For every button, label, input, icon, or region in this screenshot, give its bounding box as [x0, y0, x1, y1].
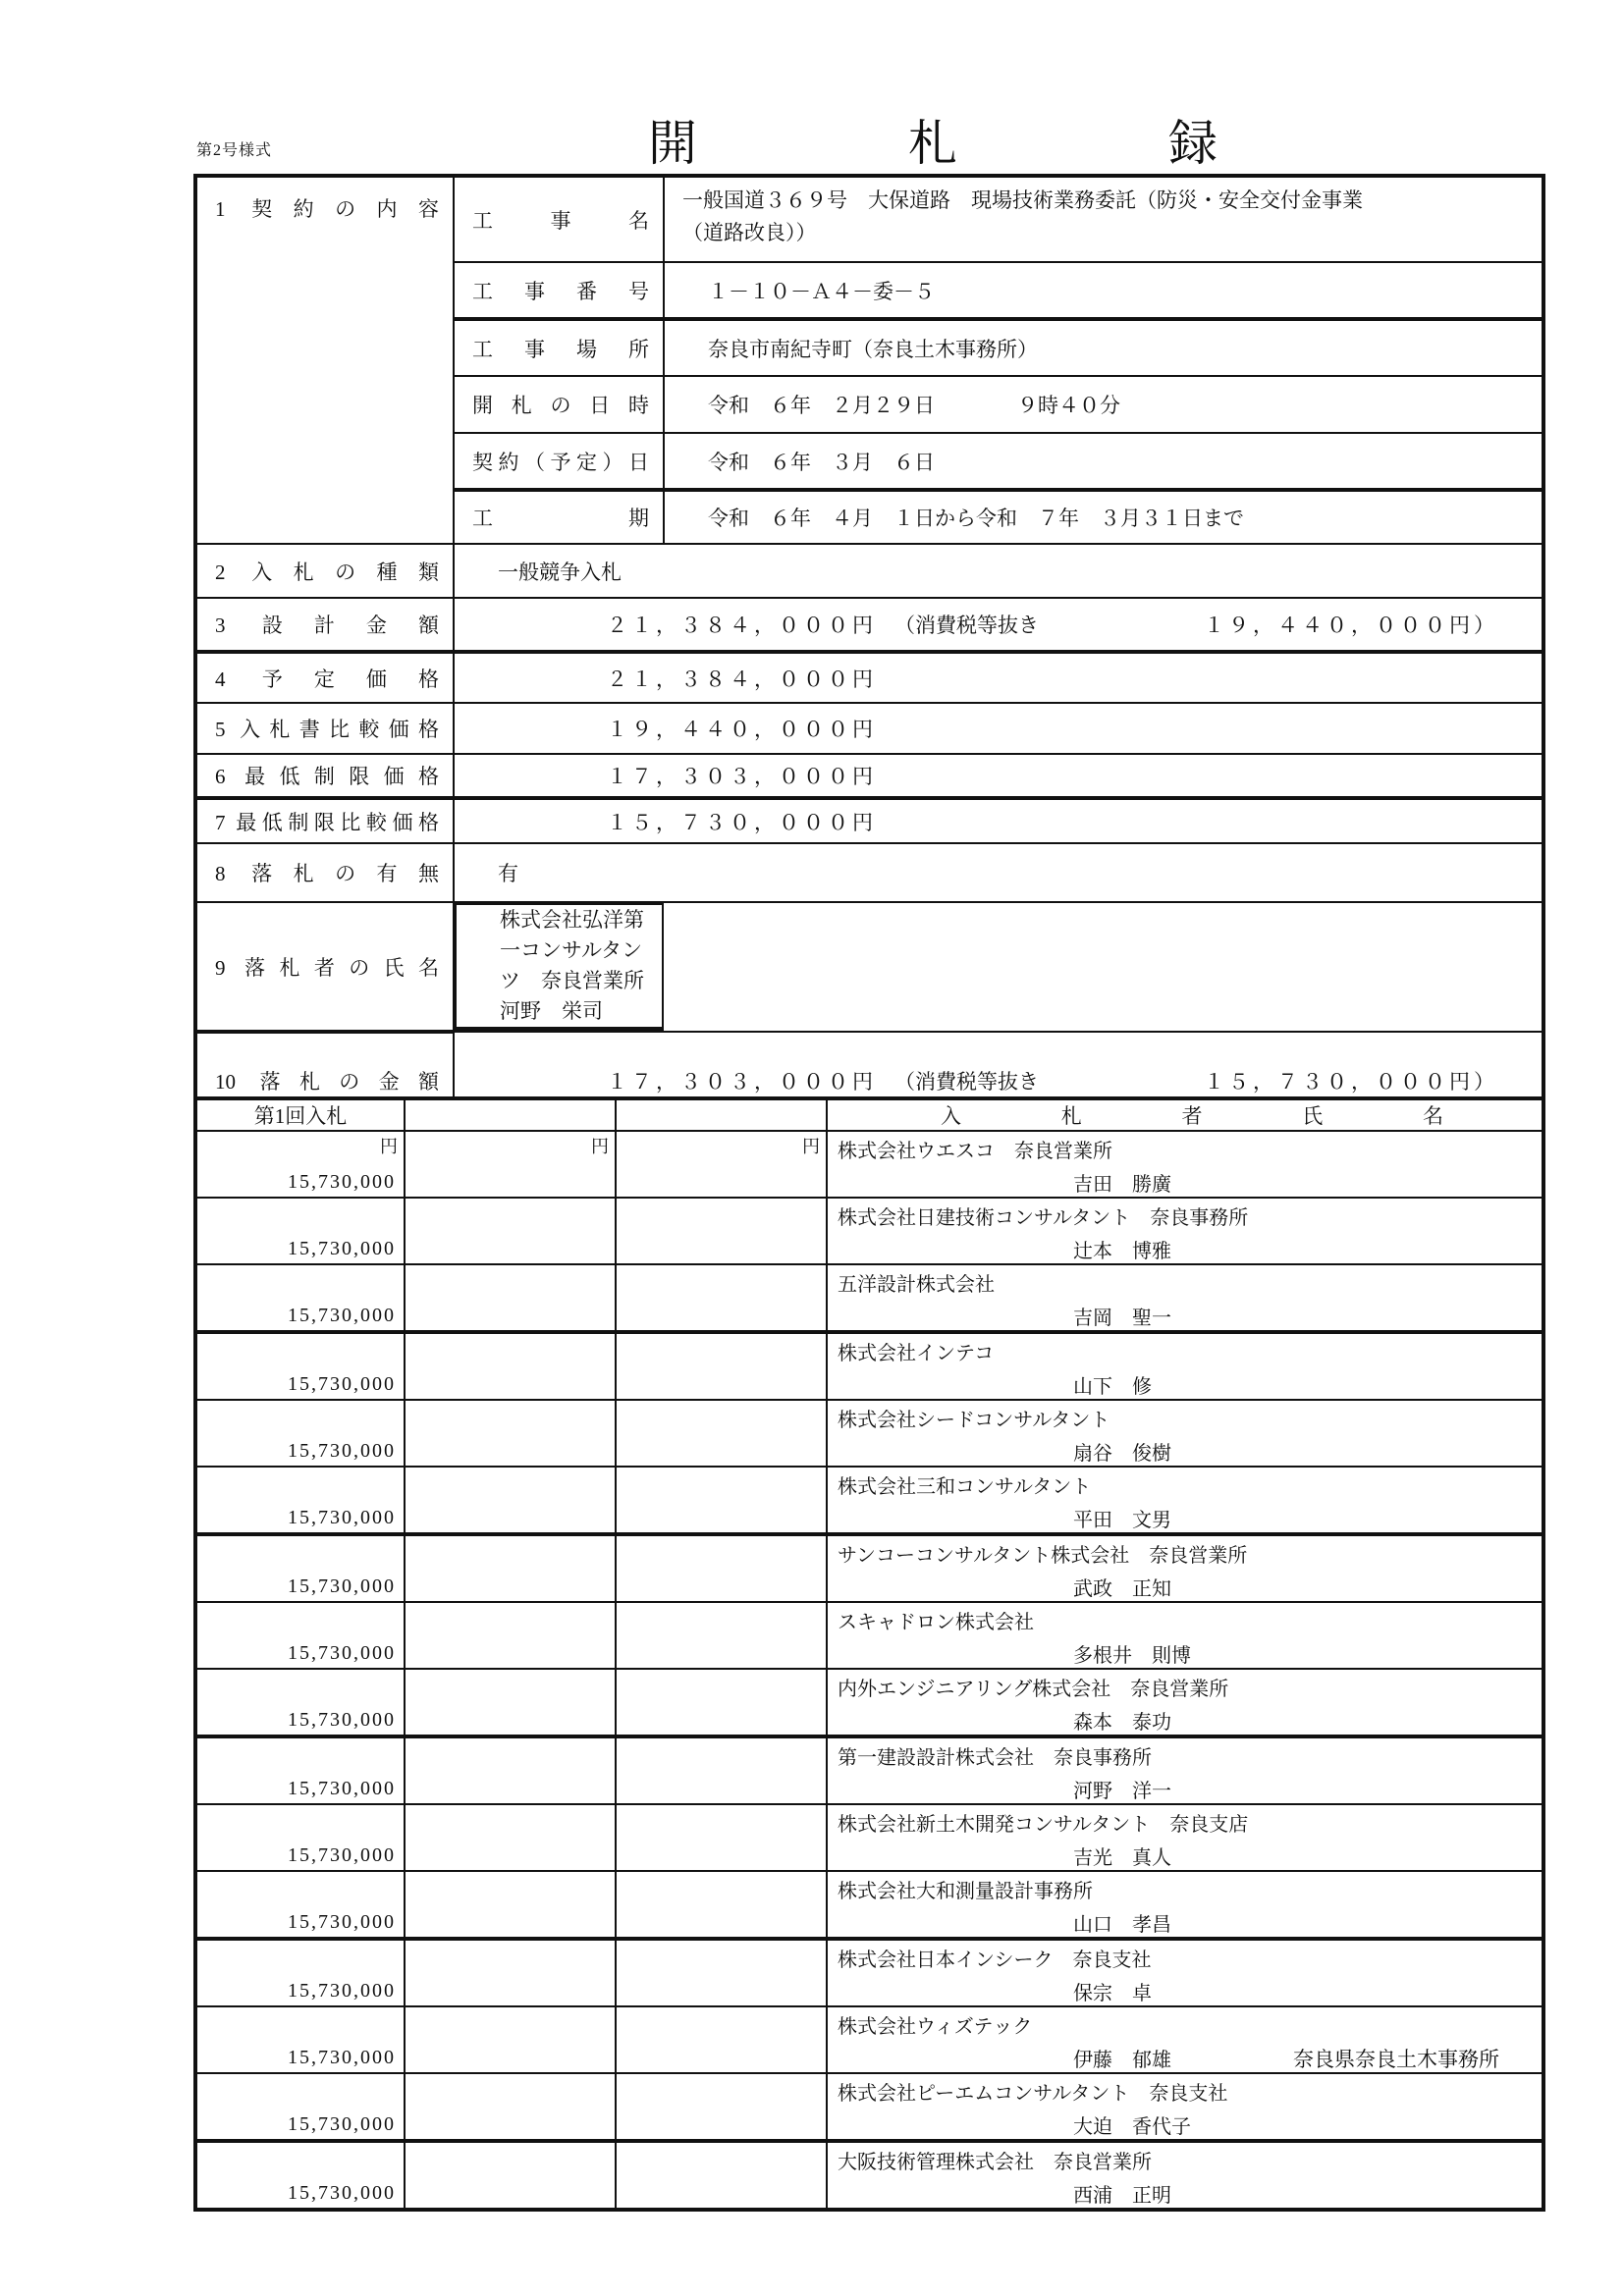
company-name: 株式会社日本インシーク 奈良支社 — [838, 1949, 1152, 1971]
company-name: 株式会社ウィズテック — [838, 2016, 1033, 2038]
person-name: 河野 洋一 — [1073, 1781, 1171, 1802]
work-place-label: 工事場所 — [472, 337, 649, 361]
winner-person: 河野 栄司 — [500, 999, 603, 1023]
bid-row — [195, 1534, 1543, 1602]
bidder-cell — [827, 1939, 1543, 2006]
value-cell — [454, 798, 1543, 843]
label-cell — [195, 598, 454, 652]
company-name: 株式会社大和測量設計事務所 — [838, 1881, 1093, 1902]
bid-price: 15,730,000 — [288, 1440, 396, 1462]
document-title — [648, 104, 1218, 175]
bidder-cell — [827, 1467, 1543, 1534]
empty-bid-cell — [616, 1198, 827, 1264]
contract-table — [193, 174, 1545, 1132]
bid-price: 15,730,000 — [288, 1171, 396, 1193]
value-cell — [454, 652, 1543, 703]
company-name: スキャドロン株式会社 — [838, 1612, 1034, 1633]
price-cell — [195, 1871, 405, 1939]
award-value: 有 — [454, 843, 1543, 902]
bid-row — [195, 1939, 1543, 2006]
bid-price: 15,730,000 — [288, 2182, 396, 2204]
empty-bid-cell — [405, 2141, 616, 2210]
empty-bid-cell — [616, 1602, 827, 1669]
form-code-label: 第2号様式 — [196, 142, 273, 159]
bidder-cell — [827, 1264, 1543, 1332]
bid-round-header: 第1回入札 — [195, 1098, 405, 1131]
planned-price-amount: ２１，３８４，０００円 — [607, 667, 877, 691]
empty-bid-cell — [616, 1871, 827, 1939]
label-cell — [195, 843, 454, 902]
bidder-name-header-cell — [827, 1098, 1543, 1131]
person-name: 吉岡 聖一 — [1073, 1308, 1171, 1329]
title-char: 札 — [908, 116, 957, 171]
price-cell — [195, 1804, 405, 1871]
empty-bid-cell — [405, 2073, 616, 2141]
bid-price: 15,730,000 — [288, 1507, 396, 1528]
empty-bid-cell — [405, 1467, 616, 1534]
winner-value-cell — [455, 903, 664, 1031]
work-name-label: 工事名 — [472, 208, 649, 233]
empty-bid-cell — [616, 1332, 827, 1400]
empty-bid-cell — [405, 1871, 616, 1939]
bid-price: 15,730,000 — [288, 1238, 396, 1259]
yen-unit-label: 円 — [591, 1137, 609, 1156]
label-cell — [454, 262, 664, 319]
bid-price: 15,730,000 — [288, 1575, 396, 1597]
bid-compare-price-label: 5 入札書比較価格 — [215, 718, 439, 741]
person-name: 保宗 卓 — [1073, 1983, 1152, 2004]
price-cell — [195, 1669, 405, 1736]
footer-office-label: 奈良県奈良土木事務所 — [1293, 2048, 1499, 2071]
empty-bid-cell — [405, 1400, 616, 1467]
price-cell — [195, 1602, 405, 1669]
empty-bid-cell — [405, 1332, 616, 1400]
empty-header-cell — [616, 1098, 827, 1131]
person-name: 西浦 正明 — [1073, 2185, 1171, 2207]
bidder-cell — [827, 1534, 1543, 1602]
bidder-cell — [827, 1669, 1543, 1736]
person-name: 多根井 則博 — [1073, 1645, 1191, 1667]
company-name: サンコーコンサルタント株式会社 奈良営業所 — [838, 1545, 1248, 1567]
bid-row — [195, 1198, 1543, 1264]
design-amount-label: 3 設計金額 — [215, 614, 439, 637]
label-cell — [195, 544, 454, 598]
empty-bid-cell — [405, 1198, 616, 1264]
company-name: 第一建設設計株式会社 奈良事務所 — [838, 1747, 1152, 1769]
work-place-value: 奈良市南紀寺町（奈良土木事務所） — [664, 319, 1543, 376]
price-cell — [195, 1400, 405, 1467]
label-cell — [454, 433, 664, 490]
company-name: 株式会社三和コンサルタント — [838, 1476, 1092, 1498]
contract-row-design-amount — [195, 598, 1543, 652]
empty-bid-cell — [405, 1939, 616, 2006]
company-name: 株式会社インテコ — [838, 1343, 995, 1364]
contract-date-label: 契約（予定）日 — [472, 450, 649, 474]
title-char: 開 — [648, 116, 697, 171]
contract-date-value: 令和 ６年 ３月 ６日 — [664, 433, 1543, 490]
bidder-cell — [827, 1198, 1543, 1264]
min-limit-price-label: 6 最低制限価格 — [215, 765, 439, 788]
bid-row — [195, 1131, 1543, 1198]
empty-bid-cell — [616, 2073, 827, 2141]
bidder-cell — [827, 1871, 1543, 1939]
bid-row — [195, 1332, 1543, 1400]
value-cell — [454, 598, 1543, 652]
label-cell — [195, 754, 454, 798]
section1-label-cell — [195, 176, 454, 544]
design-amount-tax-label: （消費税等抜き — [894, 614, 1039, 637]
bid-price: 15,730,000 — [288, 1911, 396, 1933]
award-label: 8 落札の有無 — [215, 862, 439, 885]
label-cell — [454, 376, 664, 433]
bidder-cell — [827, 1400, 1543, 1467]
empty-bid-cell — [616, 1804, 827, 1871]
person-name: 平田 文男 — [1073, 1510, 1171, 1531]
bid-price: 15,730,000 — [288, 2047, 396, 2068]
section1-label: 1 契約の内容 — [215, 197, 439, 221]
company-name: 株式会社シードコンサルタント — [838, 1410, 1110, 1431]
contract-row-min-limit-price — [195, 754, 1543, 798]
work-period-label: 工期 — [472, 507, 649, 530]
company-name: 内外エンジニアリング株式会社 奈良営業所 — [838, 1679, 1229, 1700]
contract-row-bid-type — [195, 544, 1543, 598]
bid-row — [195, 2073, 1543, 2141]
bid-price: 15,730,000 — [288, 1709, 396, 1731]
work-period-value: 令和 ６年 ４月 １日から令和 ７年 ３月３１日まで — [664, 490, 1543, 544]
company-name: 株式会社日建技術コンサルタント 奈良事務所 — [838, 1207, 1249, 1229]
person-name: 山口 孝昌 — [1073, 1914, 1171, 1936]
bid-row — [195, 1467, 1543, 1534]
award-amount-tax-label: （消費税等抜き — [894, 1069, 1039, 1094]
work-name-line1: 一般国道３６９号 大保道路 現場技術業務委託（防災・安全交付金事業 — [682, 188, 1363, 212]
bidder-cell — [827, 1804, 1543, 1871]
label-cell — [195, 798, 454, 843]
bid-compare-price-amount: １９，４４０，０００円 — [607, 718, 877, 741]
yen-unit-label: 円 — [380, 1137, 398, 1156]
bid-price: 15,730,000 — [288, 1305, 396, 1326]
empty-bid-cell — [405, 1602, 616, 1669]
bid-row — [195, 2141, 1543, 2210]
price-cell — [195, 1939, 405, 2006]
bidder-cell — [827, 2073, 1543, 2141]
award-amount-tax: １５，７３０，０００円） — [1204, 1069, 1498, 1094]
bidder-cell — [827, 2141, 1543, 2210]
contract-row-winner — [195, 902, 1543, 1032]
empty-bid-cell — [616, 1264, 827, 1332]
empty-bid-cell — [616, 2141, 827, 2210]
empty-bid-cell — [616, 1467, 827, 1534]
company-name: 大阪技術管理株式会社 奈良営業所 — [838, 2152, 1152, 2173]
bid-price: 15,730,000 — [288, 1642, 396, 1664]
person-name: 武政 正知 — [1073, 1578, 1171, 1600]
empty-bid-cell — [405, 1534, 616, 1602]
yen-unit-label: 円 — [802, 1137, 820, 1156]
bid-price: 15,730,000 — [288, 1778, 396, 1799]
empty-bid-cell — [405, 1736, 616, 1804]
price-cell — [195, 1264, 405, 1332]
bid-table-header — [195, 1098, 1543, 1131]
empty-bid-cell — [405, 1804, 616, 1871]
person-name: 森本 泰功 — [1073, 1712, 1171, 1734]
award-amount-value — [455, 1066, 1542, 1095]
empty-bid-cell — [405, 1264, 616, 1332]
company-name: 株式会社ピーエムコンサルタント 奈良支社 — [838, 2083, 1228, 2105]
bid-row — [195, 1736, 1543, 1804]
bid-row — [195, 1602, 1543, 1669]
work-no-label: 工事番号 — [472, 279, 649, 303]
award-amount-label: 10 落札の金額 — [215, 1070, 439, 1094]
contract-row-work-name — [195, 176, 1543, 262]
person-name: 扇谷 俊樹 — [1073, 1443, 1171, 1465]
empty-bid-cell — [616, 1939, 827, 2006]
price-cell — [195, 1198, 405, 1264]
price-cell — [195, 2141, 405, 2210]
bid-type-value: 一般競争入札 — [454, 544, 1543, 598]
person-name: 伊藤 郁雄 — [1073, 2050, 1171, 2071]
empty-header-cell — [405, 1098, 616, 1131]
winner-company: 株式会社弘洋第一コンサルタンツ 奈良営業所 — [500, 908, 644, 992]
bidder-cell — [827, 1131, 1543, 1198]
value-cell — [664, 176, 1543, 262]
design-amount-tax: １９，４４０，０００円） — [1204, 614, 1498, 637]
price-cell — [195, 1332, 405, 1400]
person-name: 大迫 香代子 — [1073, 2116, 1191, 2138]
bid-row — [195, 1400, 1543, 1467]
design-amount-value — [455, 610, 1542, 639]
bid-row — [195, 1804, 1543, 1871]
bid-price: 15,730,000 — [288, 1980, 396, 2002]
contract-row-planned-price — [195, 652, 1543, 703]
design-amount: ２１，３８４，０００円 — [607, 614, 877, 637]
bidder-name-header: 入札者氏名 — [941, 1104, 1443, 1128]
work-no-value: １－１０－Ａ４－委－５ — [664, 262, 1543, 319]
bid-price: 15,730,000 — [288, 2113, 396, 2135]
price-cell — [195, 1534, 405, 1602]
label-cell — [454, 176, 664, 262]
contract-row-bid-compare-price — [195, 703, 1543, 754]
open-date-label: 開札の日時 — [472, 394, 649, 417]
bid-row — [195, 1871, 1543, 1939]
company-name: 株式会社新土木開発コンサルタント 奈良支店 — [838, 1814, 1249, 1836]
bid-price: 15,730,000 — [288, 1844, 396, 1866]
bidder-cell — [827, 1332, 1543, 1400]
min-limit-compare-amount: １５，７３０，０００円 — [607, 810, 877, 834]
title-char: 録 — [1168, 116, 1218, 171]
empty-bid-cell — [616, 1400, 827, 1467]
label-cell — [195, 703, 454, 754]
empty-bid-cell — [405, 1669, 616, 1736]
price-cell — [195, 2073, 405, 2141]
company-name: 株式会社ウエスコ 奈良営業所 — [838, 1141, 1112, 1162]
person-name: 辻本 博雅 — [1073, 1241, 1171, 1262]
bid-row — [195, 1669, 1543, 1736]
winner-label: 9 落札者の氏名 — [215, 955, 439, 980]
price-cell — [195, 1131, 405, 1198]
value-cell — [454, 754, 1543, 798]
label-cell — [195, 902, 454, 1032]
empty-bid-cell — [616, 1534, 827, 1602]
label-cell — [454, 319, 664, 376]
empty-bid-cell — [616, 1736, 827, 1804]
award-amount: １７，３０３，０００円 — [607, 1069, 877, 1094]
contract-row-award — [195, 843, 1543, 902]
person-name: 吉光 真人 — [1073, 1847, 1171, 1869]
label-cell — [454, 490, 664, 544]
empty-bid-cell — [405, 1131, 616, 1198]
company-name: 五洋設計株式会社 — [838, 1274, 995, 1296]
bidder-cell — [827, 1736, 1543, 1804]
bid-type-label: 2 入札の種類 — [215, 560, 439, 584]
person-name: 吉田 勝廣 — [1073, 1174, 1171, 1196]
empty-bid-cell — [616, 1669, 827, 1736]
bid-row — [195, 1264, 1543, 1332]
empty-bid-cell — [616, 1131, 827, 1198]
bidder-cell — [827, 1602, 1543, 1669]
bid-price: 15,730,000 — [288, 1373, 396, 1395]
work-name-value — [665, 178, 1542, 249]
label-cell — [195, 652, 454, 703]
open-date-value: 令和 ６年 ２月２９日 ９時４０分 — [664, 376, 1543, 433]
min-limit-compare-label: 7 最低制限比較価格 — [215, 810, 439, 834]
value-cell — [454, 703, 1543, 754]
price-cell — [195, 1467, 405, 1534]
work-name-line2: （道路改良）） — [682, 221, 817, 244]
min-limit-price-amount: １７，３０３，０００円 — [607, 765, 877, 788]
contract-row-min-limit-compare — [195, 798, 1543, 843]
price-cell — [195, 1736, 405, 1804]
person-name: 山下 修 — [1073, 1376, 1152, 1398]
planned-price-label: 4 予定価格 — [215, 667, 439, 691]
